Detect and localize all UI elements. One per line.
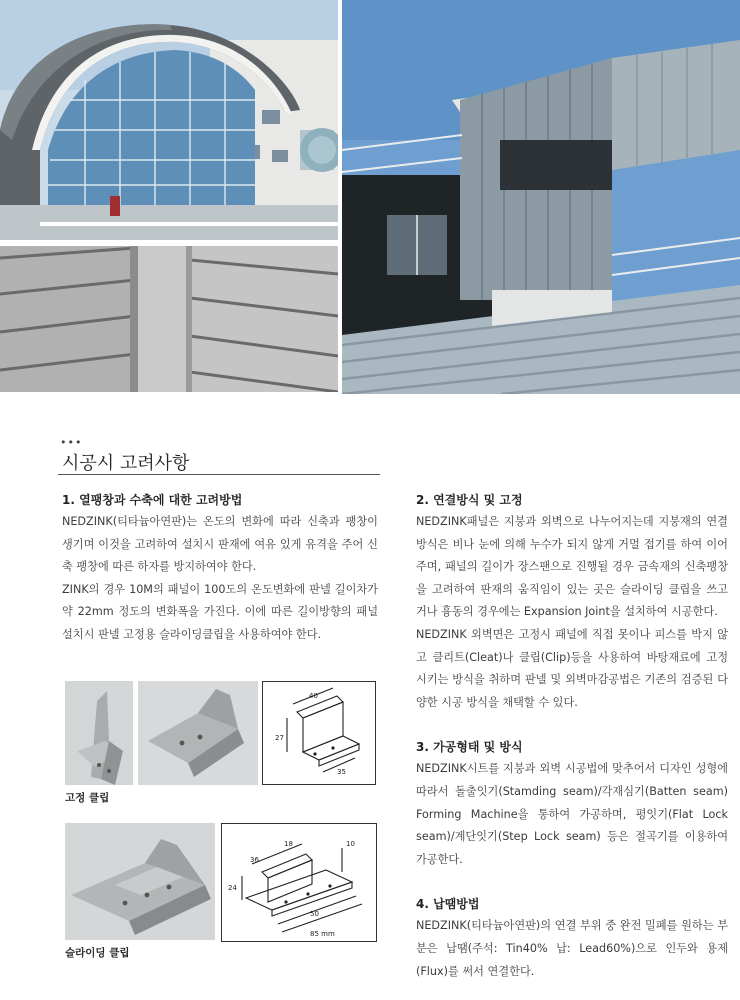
sliding-clip-caption: 슬라이딩 클립	[65, 947, 130, 959]
para-thermal-2: ZINK의 경우 10M의 패널이 100도의 온도변화에 판넬 길이차가 약 22mm 정도의 변화폭을 가진다. 이에 따른 길이방향의 패널 설치시 판넬 고정용 슬라이딩클립을 사용하여야 한다.	[62, 582, 378, 641]
para-connection-2: NEDZINK 외벽면은 고정시 패널에 직접 못이나 피스를 박지 않고 클리트(Cleat)나 클립(Clip)등을 사용하여 바탕재료에 고정시키는 방식을 취하며 판넬 및 외벽마감공법은 기존의 검증된 다양한 시공 방식을 채택할 수 있다.	[416, 627, 728, 709]
fixed-clip-photo-2	[138, 681, 258, 785]
para-processing-1: NEDZINK시트를 지붕과 외벽 시공법에 맞추어서 디자인 성형에 따라서 돌출잇기(Stamding seam)/각재심기(Batten seam) Forming Machine을 통하여 가공하며, 평잇기(Flat Lock seam)/계단잇기(Step Lock seam) 등은 절곡기를 이용하여 가공한다.	[416, 762, 728, 866]
dim-sliding-3: 24	[228, 884, 237, 892]
fixed-clip-drawing	[262, 681, 376, 785]
heading-processing: 3. 가공형태 및 방식	[416, 740, 523, 755]
heading-soldering: 4. 납땜방법	[416, 897, 480, 912]
para-connection-1: NEDZINK패널은 지붕과 외벽으로 나누어지는데 지붕재의 연결방식은 비나 눈에 의해 누수가 되지 않게 거멀 접기를 하여 이어주며, 패널의 길이가 장스팬으로 진행될 경우 금속재의 신축팽창을 고려하여 판재의 움직임이 있는 곳은 슬라이딩 클립을 쓰고 거나 흉동의 경우에는 Expansion Joint을 설치하여 시공한다.	[416, 515, 728, 619]
facade-photo	[342, 0, 740, 394]
dim-sliding-6: 10	[346, 840, 355, 848]
dim-sliding-5: 85 mm	[310, 930, 335, 938]
section-title: 시공시 고려사항	[62, 453, 190, 474]
dim-sliding-4: 50	[310, 910, 319, 918]
fixed-clip-caption: 고정 클립	[65, 792, 110, 804]
right-column	[416, 489, 728, 983]
para-soldering-1: NEDZINK(티타늄아연판)의 연결 부위 중 완전 밀폐를 원하는 부분은 납땜(주석: Tin40% 납: Lead60%)으로 인두와 용제(Flux)를 써서 연결한다.	[416, 919, 728, 978]
dim-fixed-base: 35	[337, 768, 346, 776]
dim-fixed-height: 27	[275, 734, 284, 742]
dim-fixed-top: 40	[309, 692, 318, 700]
dim-sliding-1: 36	[250, 856, 259, 864]
left-column	[62, 489, 378, 647]
dim-sliding-2: 18	[284, 840, 293, 848]
para-thermal-1: NEDZINK(티타늄아연판)는 온도의 변화에 따라 신축과 팽창이 생기며 이것을 고려하여 설치시 판재에 여유 있게 유격을 주어 신축 팽창에 따른 하자를 방지하여야 한다.	[62, 515, 378, 574]
heading-connection: 2. 연결방식 및 고정	[416, 493, 523, 507]
section-dots: •••	[60, 436, 83, 449]
heading-thermal: 1. 열팽창과 수축에 대한 고려방법	[62, 493, 243, 507]
title-divider	[58, 474, 380, 475]
zinc-panel-photo	[0, 246, 338, 392]
sliding-clip-drawing	[221, 823, 377, 942]
building-photo	[0, 0, 338, 240]
fixed-clip-photo-1	[65, 681, 133, 785]
sliding-clip-photo	[65, 823, 215, 940]
